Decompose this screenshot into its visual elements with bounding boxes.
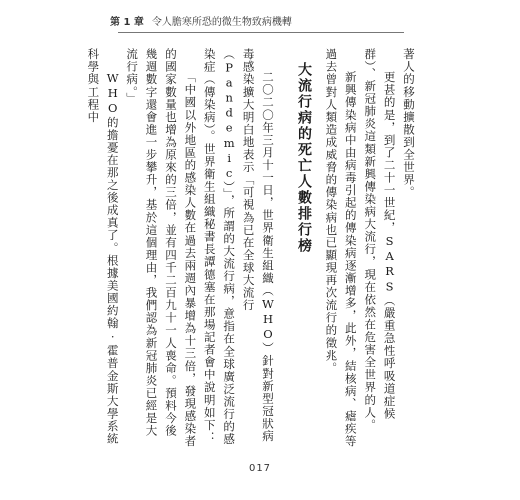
page-number: 017 <box>248 463 272 474</box>
paragraph-6: WHO的擔憂在那之後成真了。根據美國約翰·霍普金斯大學系統科學與工程中 <box>86 48 120 445</box>
section-heading: 大流行病的死亡人數排行榜 <box>295 62 312 254</box>
paragraph-3: 新興傳染病中由病毒引起的傳染病逐漸增多，此外，結核病、瘧疾等過去曾對人類造成威脅的傳染病也已顯現再次流行的徵兆。 <box>324 48 358 448</box>
paragraph-2: 更甚的是，到了二十一世紀，SARS（嚴重急性呼吸道症候群）、新冠肺炎這類新興傳染病大流行，現在依然在危害全世界的人。 <box>363 48 397 432</box>
running-header <box>110 12 440 28</box>
paragraph-4: 二〇二〇年三月十一日，世界衛生組織（WHO）針對新型冠狀病毒感染擴大明白地表示「可視為已在全球大流行（Pandemic）」，所謂的大流行病，意指在全球廣泛流行的感染症（傳染病）。世界衛生組織秘書長譚德塞在那場記者會中說明如下： <box>202 48 275 446</box>
paragraph-1: 著人的移動擴散到全世界。 <box>402 48 416 199</box>
chapter-title: 令人膽寒所恐的微生物致病機轉 <box>151 16 292 28</box>
chapter-label: 第 1 章 <box>110 16 144 28</box>
header-rule <box>118 32 404 33</box>
paragraph-5-quote: 「中國以外地區的感染人數在過去兩週內暴增為十三倍，發現感染者的國家數量也增為原來的三倍，並有四千二百九十一人喪命。預料今後幾週數字還會進一步攀升，基於這個理由，我們認為新冠肺炎已經是大流行病。」 <box>125 48 198 448</box>
body-text <box>86 48 418 448</box>
